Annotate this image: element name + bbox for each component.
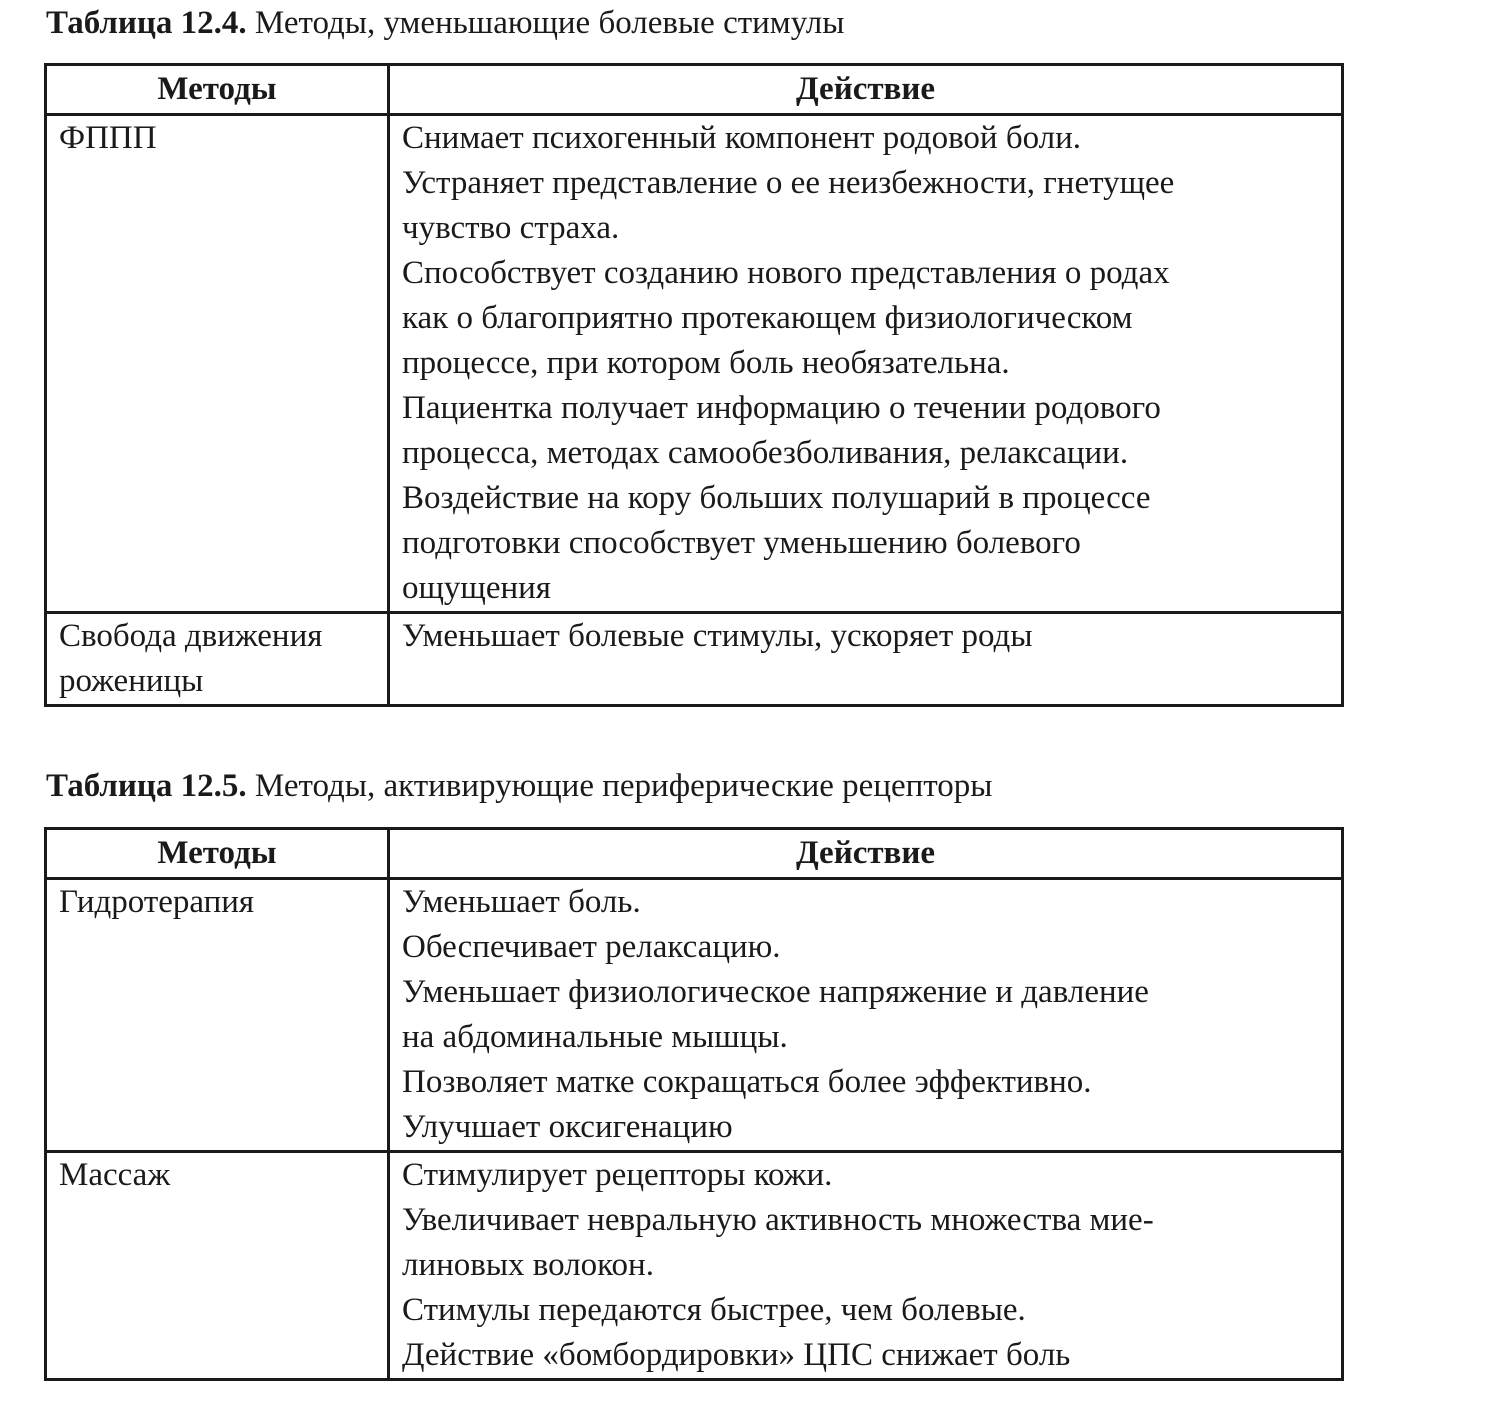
table-row [46,115,1343,613]
action-line: Увеличивает невральную активность множества мие- [402,1202,1154,1238]
table-caption [46,3,844,43]
column-header-action: Действие [389,65,1343,115]
action-line: процессе, при котором боль необязательна. [402,345,1010,381]
action-line: на абдоминальные мышцы. [402,1019,788,1055]
action-line: Способствует созданию нового представления о родах [402,255,1170,291]
action-cell [389,1152,1343,1380]
table-caption [46,766,992,806]
action-line: Уменьшает болевые стимулы, ускоряет роды [402,618,1033,654]
action-line: ощущения [402,570,551,606]
table-title: Методы, уменьшающие болевые стимулы [246,5,845,41]
method-text: Массаж [59,1157,171,1193]
action-line: Стимулирует рецепторы кожи. [402,1157,833,1193]
action-line: Обеспечивает релаксацию. [402,929,781,965]
table-number: Таблица 12.4. [46,5,247,41]
action-line: Снимает психогенный компонент родовой боли. [402,120,1082,156]
table-row [46,613,1343,706]
method-cell [46,613,389,706]
table-header-row [46,65,1343,115]
table-number: Таблица 12.5. [46,768,247,804]
method-cell [46,879,389,1152]
action-line: как о благоприятно протекающем физиологическом [402,300,1133,336]
method-text: Гидротерапия [59,884,255,920]
action-line: Уменьшает боль. [402,884,641,920]
action-cell [389,613,1343,706]
method-cell [46,115,389,613]
action-line: Воздействие на кору больших полушарий в процессе [402,480,1151,516]
action-line: Стимулы передаются быстрее, чем болевые. [402,1292,1026,1328]
column-header-action: Действие [389,829,1343,879]
method-text: Свобода движения [59,618,323,654]
method-text: ФППП [59,120,157,156]
action-line: Действие «бомбордировки» ЦПС снижает боль [402,1337,1071,1373]
action-line: процесса, методах самообезболивания, релаксации. [402,435,1129,471]
table-row [46,1152,1343,1380]
methods-table-12-5 [44,827,1344,1381]
action-cell [389,879,1343,1152]
table-title: Методы, активирующие периферические рецепторы [246,768,993,804]
action-line: Пациентка получает информацию о течении родового [402,390,1161,426]
action-line: Позволяет матке сокращаться более эффективно. [402,1064,1092,1100]
table-row [46,879,1343,1152]
action-line: Устраняет представление о ее неизбежности, гнетущее [402,165,1175,201]
column-header-methods: Методы [46,829,389,879]
action-line: линовых волокон. [402,1247,654,1283]
action-line: Улучшает оксигенацию [402,1109,733,1145]
column-header-methods: Методы [46,65,389,115]
method-text: роженицы [59,663,204,699]
action-line: чувство страха. [402,210,620,246]
methods-table-12-4 [44,63,1344,707]
action-cell [389,115,1343,613]
table-header-row [46,829,1343,879]
action-line: подготовки способствует уменьшению болевого [402,525,1081,561]
action-line: Уменьшает физиологическое напряжение и давление [402,974,1149,1010]
method-cell [46,1152,389,1380]
